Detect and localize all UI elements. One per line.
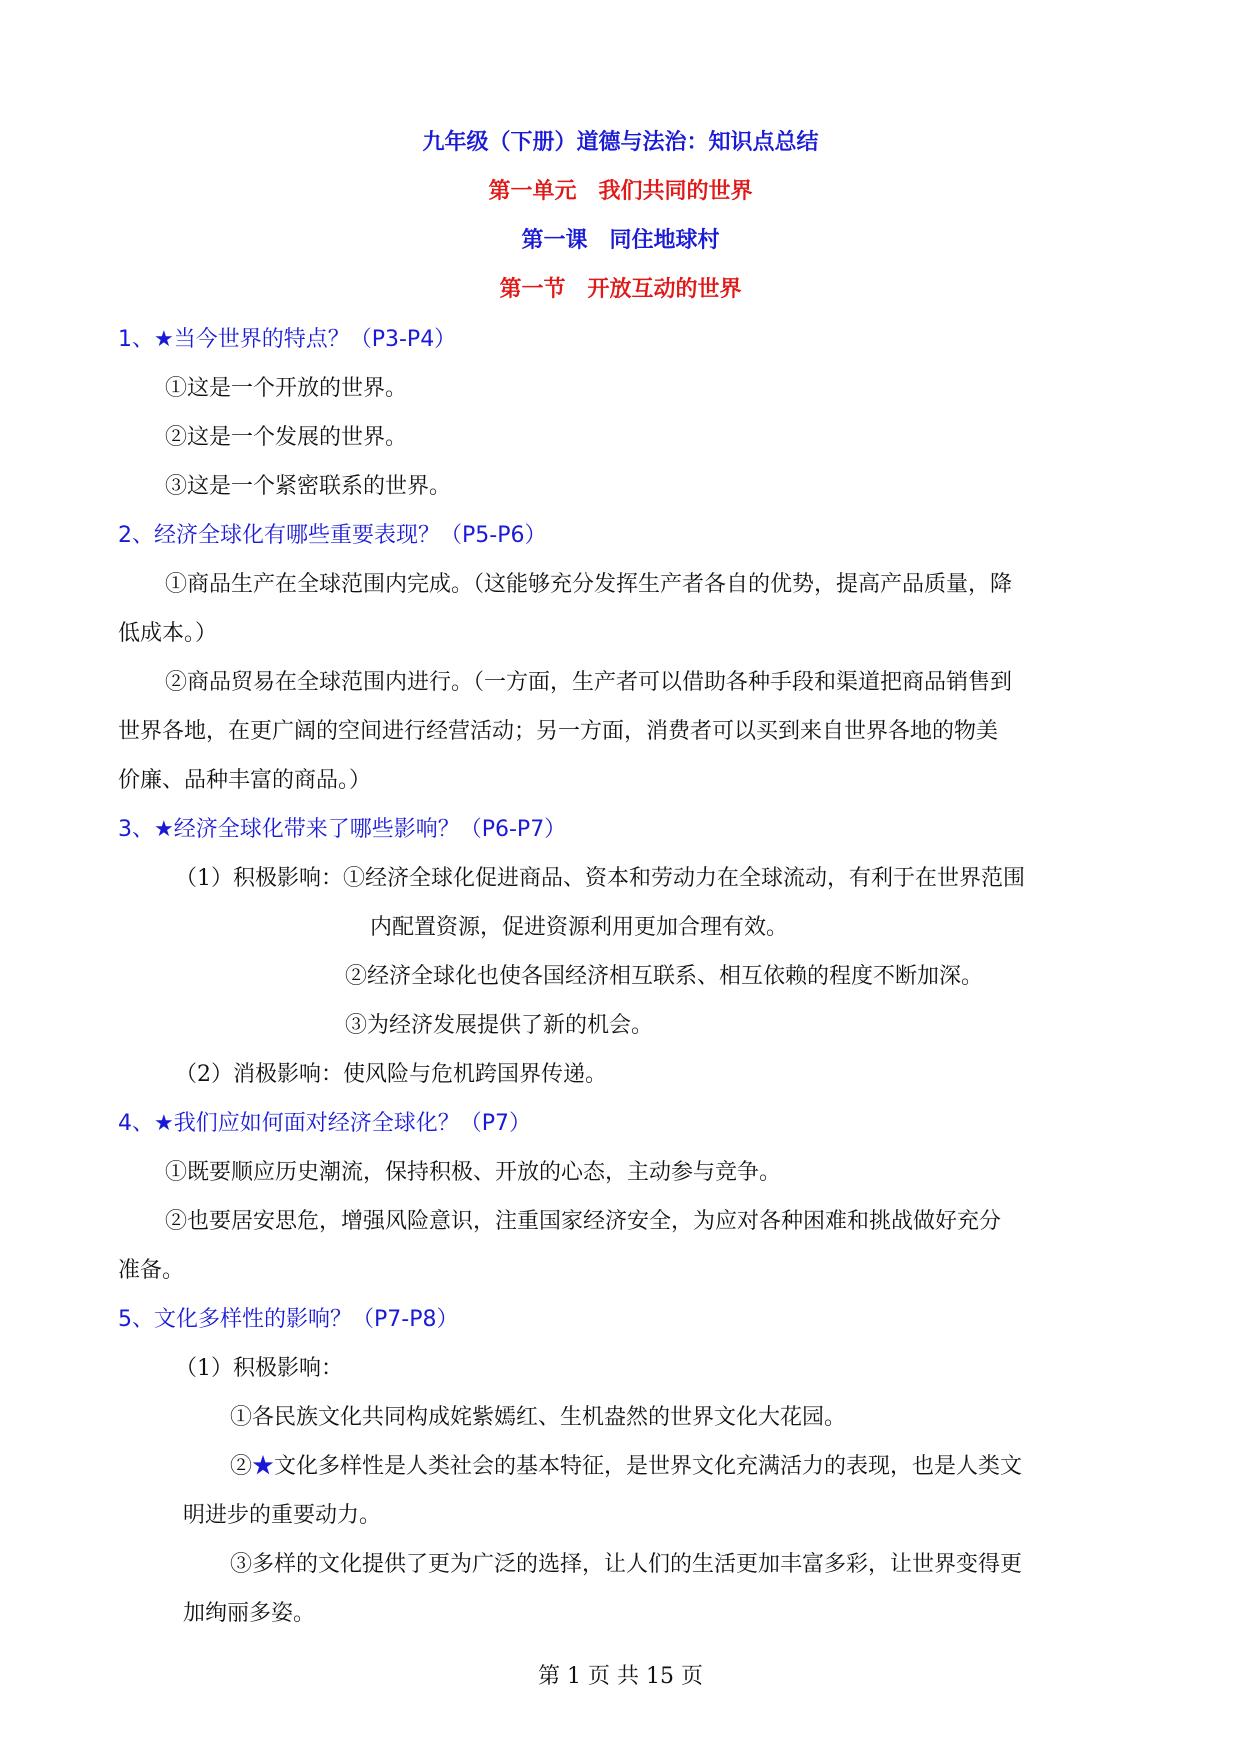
q3-positive-item-2: ②经济全球化也使各国经济相互联系、相互依赖的程度不断加深。 [345, 964, 984, 989]
lesson-heading: 第一课 同住地球村 [521, 228, 720, 253]
question-2-title: 2、经济全球化有哪些重要表现？（P5-P6） [118, 523, 547, 548]
q3-positive-line-2: 内配置资源，促进资源利用更加合理有效。 [370, 915, 789, 940]
page-number-footer: 第 1 页 共 15 页 [538, 1664, 703, 1689]
q3-negative: （2）消极影响：使风险与危机跨国界传递。 [175, 1062, 607, 1087]
q1-item-3: ③这是一个紧密联系的世界。 [165, 474, 452, 499]
q2-p2-line-1: ②商品贸易在全球范围内进行。（一方面，生产者可以借助各种手段和渠道把商品销售到 [165, 670, 1013, 695]
q5-item-2-line-1 [230, 1452, 1022, 1482]
question-1-title: 1、★当今世界的特点？（P3-P4） [118, 327, 457, 352]
star-icon: ★ [252, 1454, 275, 1479]
document-title: 九年级（下册）道德与法治：知识点总结 [422, 130, 819, 155]
q2-p1-line-2: 低成本。） [118, 621, 218, 646]
q5-item-3-line-2: 加绚丽多姿。 [183, 1601, 316, 1626]
q2-p2-line-2: 世界各地，在更广阔的空间进行经营活动；另一方面，消费者可以买到来自世界各地的物美 [118, 719, 999, 744]
q4-item-1: ①既要顺应历史潮流，保持积极、开放的心态，主动参与竞争。 [165, 1160, 782, 1185]
q5-item-1: ①各民族文化共同构成姹紫嫣红、生机盎然的世界文化大花园。 [230, 1405, 847, 1430]
q3-positive-item-3: ③为经济发展提供了新的机会。 [345, 1013, 654, 1038]
q1-item-1: ①这是一个开放的世界。 [165, 376, 408, 401]
q2-p2-line-3: 价廉、品种丰富的商品。） [118, 768, 372, 793]
unit-heading: 第一单元 我们共同的世界 [488, 179, 753, 204]
q4-item-2-line-1: ②也要居安思危，增强风险意识，注重国家经济安全，为应对各种困难和挑战做好充分 [165, 1209, 1002, 1234]
q5-item-2-number: ② [230, 1454, 253, 1479]
section-heading: 第一节 开放互动的世界 [499, 277, 742, 302]
q3-positive-line-1: （1）积极影响：①经济全球化促进商品、资本和劳动力在全球流动，有利于在世界范围 [175, 866, 1025, 891]
q1-item-2: ②这是一个发展的世界。 [165, 425, 408, 450]
q5-item-2-text: 文化多样性是人类社会的基本特征，是世界文化充满活力的表现，也是人类文 [274, 1454, 1023, 1479]
q5-item-2-line-2: 明进步的重要动力。 [183, 1503, 382, 1528]
q5-item-3-line-1: ③多样的文化提供了更为广泛的选择，让人们的生活更加丰富多彩，让世界变得更 [230, 1552, 1023, 1577]
question-5-title: 5、文化多样性的影响？（P7-P8） [118, 1307, 459, 1332]
question-4-title: 4、★我们应如何面对经济全球化？（P7） [118, 1111, 531, 1136]
q4-item-2-line-2: 准备。 [118, 1258, 185, 1283]
q2-p1-line-1: ①商品生产在全球范围内完成。（这能够充分发挥生产者各自的优势，提高产品质量，降 [165, 572, 1013, 597]
q5-positive-heading: （1）积极影响： [175, 1356, 343, 1381]
question-3-title: 3、★经济全球化带来了哪些影响？（P6-P7） [118, 817, 567, 842]
